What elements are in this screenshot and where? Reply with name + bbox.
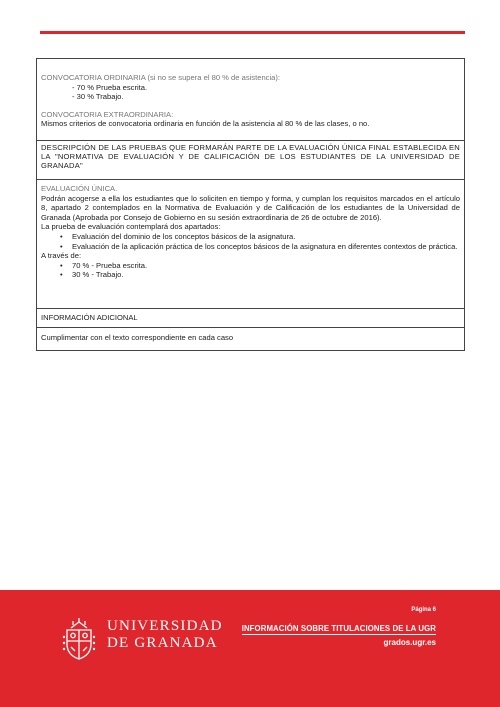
descripcion-heading: DESCRIPCIÓN DE LAS PRUEBAS QUE FORMARÁN PARTE DE LA EVALUACIÓN ÚNICA FINAL ESTABLECIDA EN LA "NORMATIVA DE EVALUACIÓN Y DE CALIFICACIÓN DE LOS ESTUDIANTES DE LA UNIVERSIDAD DE GRANADA"	[41, 143, 460, 170]
list-item: • 30 % - Trabajo.	[41, 270, 460, 280]
ordinaria-item: - 70 % Prueba escrita.	[72, 82, 148, 92]
extraordinaria-text: Mismos criterios de convocatoria ordinaria en función de la asistencia al 80 % de las clases, o no.	[41, 119, 370, 129]
evaluacion-unica-intro: La prueba de evaluación contemplará dos apartados:	[41, 222, 221, 232]
list-item: • Evaluación del dominio de los conceptos básicos de la asignatura.	[41, 232, 460, 242]
section-evaluacion-unica	[37, 180, 464, 309]
evaluacion-unica-paragraph: Podrán acogerse a ella los estudiantes que lo soliciten en tiempo y forma, y cumplan los requisitos marcados en el artículo 8, apartado 2 contemplados en la Normativa de Evaluación y de Calificación de los estudiantes de la Universidad de Granada (Aprobada por Consejo de Gobierno en su sesión extraordinaria de 26 de octubre de 2016).	[41, 193, 460, 222]
website-link[interactable]: grados.ugr.es	[383, 638, 436, 647]
section-info-adicional-heading	[37, 309, 464, 328]
section-convocatorias	[37, 59, 464, 141]
info-adicional-heading: INFORMACIÓN ADICIONAL	[41, 313, 138, 322]
extraordinaria-heading: CONVOCATORIA EXTRAORDINARIA:	[41, 109, 174, 119]
top-rule	[40, 31, 465, 34]
evaluacion-unica-heading: EVALUACIÓN ÚNICA.	[41, 184, 118, 193]
evaluation-table	[36, 58, 465, 351]
traves-label: A través de:	[41, 251, 82, 261]
university-name-line1: UNIVERSIDAD	[107, 618, 223, 634]
pesos-list	[41, 261, 460, 280]
page-number: Página 6	[411, 607, 436, 613]
section-info-adicional-text	[37, 328, 464, 350]
list-item: • Evaluación de la aplicación práctica de los conceptos básicos de la asignatura en diferentes contextos de práctica.	[41, 242, 460, 252]
apartados-list	[41, 232, 460, 251]
ordinaria-item: - 30 % Trabajo.	[72, 92, 124, 102]
university-crest-icon	[62, 617, 96, 661]
list-item: • 70 % - Prueba escrita.	[41, 261, 460, 271]
section-descripcion	[37, 141, 464, 180]
ordinaria-heading: CONVOCATORIA ORDINARIA (si no se supera el 80 % de asistencia):	[41, 73, 281, 82]
university-name-line2: DE GRANADA	[107, 635, 218, 651]
info-adicional-text: Cumplimentar con el texto correspondiente en cada caso	[41, 333, 234, 342]
page-footer	[0, 590, 500, 707]
info-title: INFORMACIÓN SOBRE TITULACIONES DE LA UGR	[241, 624, 436, 633]
